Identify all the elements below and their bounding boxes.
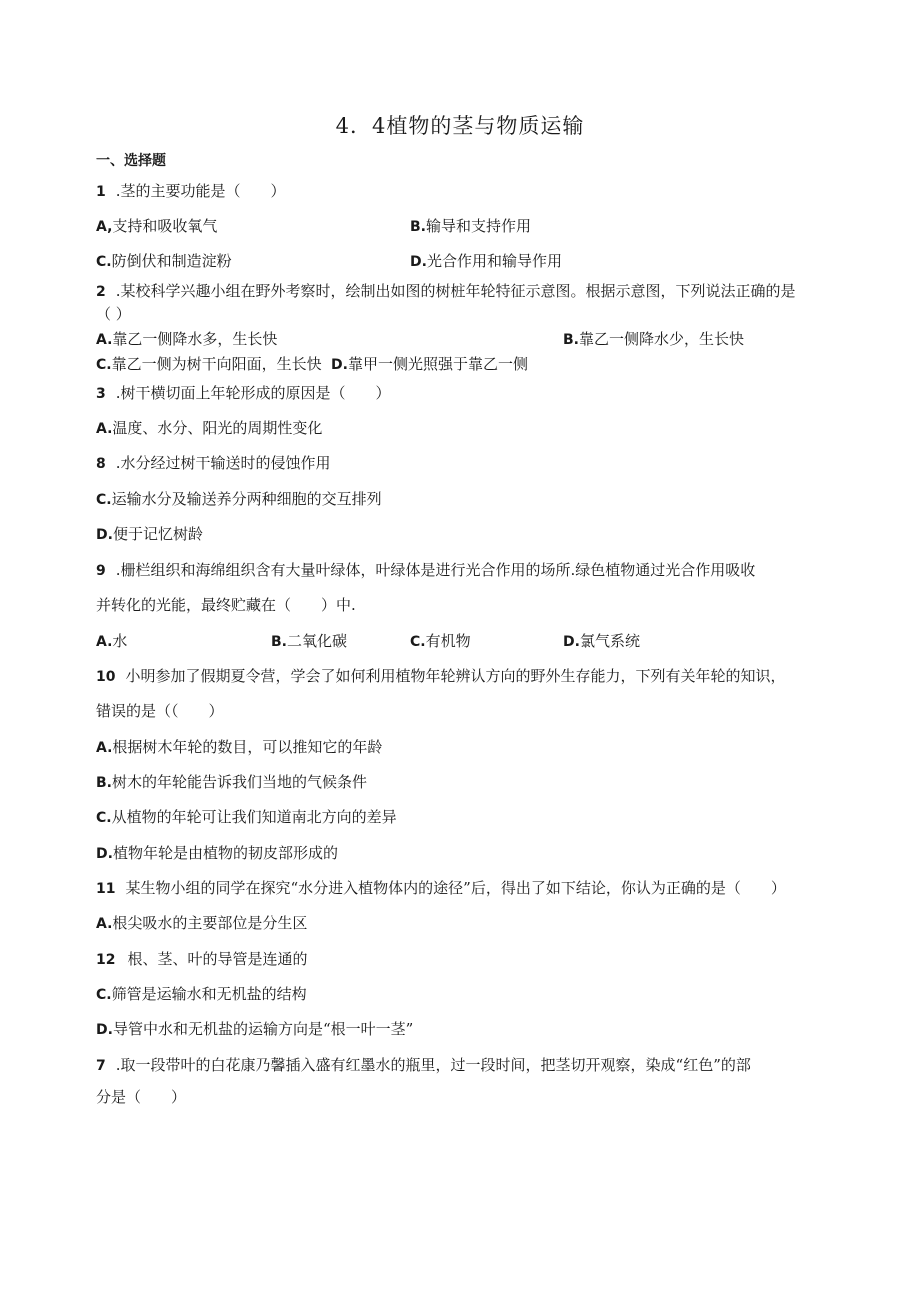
question-9-stem <box>96 560 755 581</box>
question-9-stem-cont: 并转化的光能，最终贮藏在（ ）中. <box>96 596 356 614</box>
question-number: 1 <box>96 184 106 200</box>
question-text: 某生物小组的同学在探究“水分进入植物体内的途径”后，得出了如下结论，你认为正确的是（ ） <box>125 879 786 897</box>
question-text: .树干横切面上年轮形成的原因是（ ） <box>115 384 391 402</box>
question-1-option-c: C.防倒伏和制造淀粉 <box>96 252 232 270</box>
question-2-option-a: A.靠乙一侧降水多，生长快 <box>96 330 278 348</box>
question-10-stem <box>96 666 786 687</box>
question-3-stem <box>96 383 391 404</box>
question-text: .某校科学兴趣小组在野外考察时，绘制出如图的树桩年轮特征示意图。根据示意图，下列说法正确的是 <box>115 282 796 300</box>
question-2-option-c: C.靠乙一侧为树干向阳面，生长快 <box>96 355 322 373</box>
question-11-option-a: A.根尖吸水的主要部位是分生区 <box>96 914 308 932</box>
question-2-option-b: B.靠乙一侧降水少，生长快 <box>563 330 745 348</box>
page-title: 4．4植物的茎与物质运输 <box>335 114 585 138</box>
question-11-option-d: D.导管中水和无机盐的运输方向是“根一叶一茎” <box>96 1020 414 1038</box>
question-9-option-d: D.氯气系统 <box>563 632 640 650</box>
question-text: .栅栏组织和海绵组织含有大量叶绿体，叶绿体是进行光合作用的场所.绿色植物通过光合作用吸收 <box>115 561 756 579</box>
question-10-option-c: C.从植物的年轮可让我们知道南北方向的差异 <box>96 808 397 826</box>
question-9-option-b: B.二氧化碳 <box>271 632 348 650</box>
question-11-stem <box>96 878 786 899</box>
question-number: 3 <box>96 386 106 402</box>
question-text: .茎的主要功能是（ ） <box>115 182 286 200</box>
section-heading: 一、选择题 <box>96 153 166 169</box>
question-number: 11 <box>96 881 116 897</box>
question-3-option-c: C.运输水分及输送养分两种细胞的交互排列 <box>96 490 382 508</box>
question-number: 7 <box>96 1058 106 1074</box>
question-3-option-a: A.温度、水分、阳光的周期性变化 <box>96 419 323 437</box>
question-2-stem-cont: （ ） <box>96 305 131 323</box>
question-3-option-b: 8 .水分经过树干输送时的侵蚀作用 <box>96 454 331 472</box>
question-2-option-d: D.靠甲一侧光照强于靠乙一侧 <box>331 355 528 373</box>
question-2-stem <box>96 281 796 302</box>
question-7-stem-cont: 分是（ ） <box>96 1088 187 1106</box>
question-3-option-d: D.便于记忆树龄 <box>96 525 203 543</box>
question-11-option-b: 12 根、茎、叶的导管是连通的 <box>96 950 308 968</box>
question-1-option-d: D.光合作用和输导作用 <box>410 252 562 270</box>
question-9-option-c: C.有机物 <box>410 632 471 650</box>
question-1-option-a: A,支持和吸收氧气 <box>96 217 218 235</box>
question-10-option-a: A.根据树木年轮的数目，可以推知它的年龄 <box>96 738 383 756</box>
question-1-stem <box>96 181 286 202</box>
question-10-option-d: D.植物年轮是由植物的韧皮部形成的 <box>96 844 338 862</box>
question-number: 10 <box>96 669 116 685</box>
question-9-option-a: A.水 <box>96 632 128 650</box>
question-text: 小明参加了假期夏令营，学会了如何利用植物年轮辨认方向的野外生存能力，下列有关年轮的知识， <box>125 667 786 685</box>
question-7-stem <box>96 1055 751 1076</box>
question-10-option-b: B.树木的年轮能告诉我们当地的气候条件 <box>96 773 368 791</box>
question-number: 2 <box>96 284 106 300</box>
question-number: 9 <box>96 563 106 579</box>
question-10-stem-cont: 错误的是（（ ） <box>96 702 224 720</box>
question-1-option-b: B.输导和支持作用 <box>410 217 532 235</box>
question-text: .取一段带叶的白花康乃馨插入盛有红墨水的瓶里，过一段时间，把茎切开观察，染成“红色”的部 <box>115 1056 751 1074</box>
question-11-option-c: C.筛管是运输水和无机盐的结构 <box>96 985 307 1003</box>
